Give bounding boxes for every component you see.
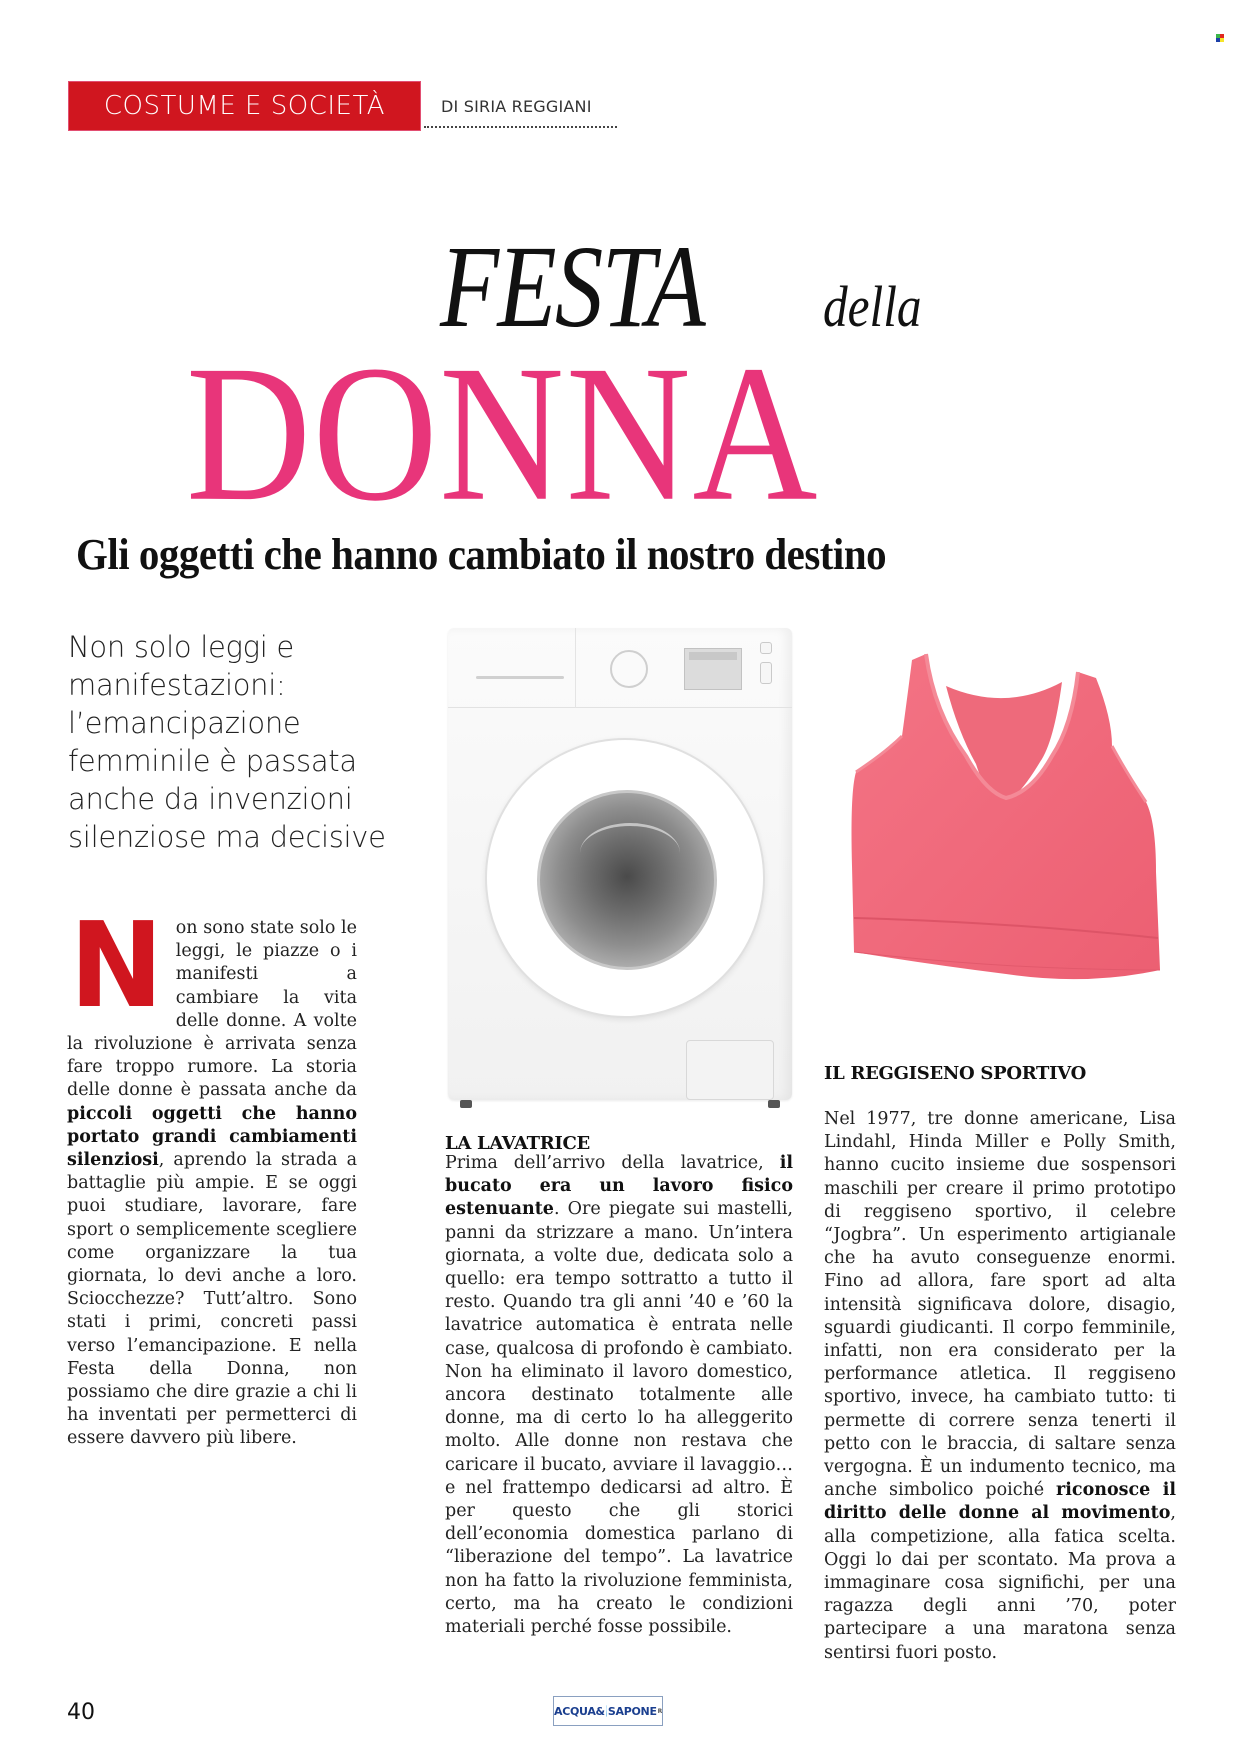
reggiseno-text-2: , alla competizione, alla fatica scelta. Oggi lo dai per scontato. Ma prova a immaginare cosa significhi, per una ragazza degli anni ’70, poter partecipare a una maratona senza sentirsi fuori posto. [824, 1503, 1176, 1663]
section-tag: COSTUME E SOCIETÀ [68, 81, 421, 131]
washing-machine-image [448, 628, 792, 1100]
intro-text-2: , aprendo la strada a battaglie più ampie. E se oggi puoi studiare, lavorare, fare sport o semplicemente scegliere come organizzare la tua giornata, lo devi anche a loro. Sciocchezze? Tutt’altro. Sono stati i primi, concreti passi verso l’emancipazione. E nella Festa della Donna, non possiamo che dire grazie a chi li ha inventati per permetterci di essere davvero più libere. [67, 1150, 357, 1449]
brand-text-left: ACQUA& [554, 1704, 605, 1718]
drawer-handle [476, 676, 564, 679]
sports-bra-image [826, 652, 1194, 988]
program-knob-icon [610, 650, 648, 688]
page-number: 40 [67, 1700, 95, 1725]
washer-door [485, 738, 765, 1018]
detergent-drawer [448, 628, 576, 708]
mark-yellow [1220, 38, 1224, 42]
intro-text-1: on sono state solo le leggi, le piazze o i manifesti a cambiare la vita delle donne. A volte la rivoluzione è arrivata senza fare troppo rumore. La storia delle donne è passata anche da [67, 918, 357, 1101]
acqua-sapone-logo [553, 1696, 663, 1726]
reggiseno-text-1: Nel 1977, tre donne americane, Lisa Lindahl, Hinda Miller e Polly Smith, hanno cucito insieme due sospensori maschili per creare il primo prototipo di reggiseno sportivo, il celebre “Jogbra”. Un esperimento artigianale che ha avuto conseguenze enormi. Fino ad allora, fare sport ad alta intensità significava dolore, disagio, sguardi giudicanti. Il corpo femminile, infatti, non era considerato per la performance atletica. Il reggiseno sportivo, invece, ha cambiato tutto: ti permette di correre senza tenerti il petto con le braccia, di saltare senza vergogna. È un indumento tecnico, ma anche simbolico poiché [824, 1109, 1176, 1501]
color-registration-mark [1216, 34, 1224, 42]
drop-cap: N [69, 896, 164, 1034]
subtitle: Gli oggetti che hanno cambiato il nostro destino [76, 530, 887, 579]
registered-mark: R [657, 1707, 662, 1715]
washer-drum-window [537, 790, 717, 970]
washer-foot-left [460, 1100, 472, 1108]
heading-lavatrice: LA LAVATRICE [445, 1133, 590, 1154]
lavatrice-text-2: . Ore piegate sui mastelli, panni da strizzare a mano. Un’intera giornata, a volte due, dedicata solo a quello: era tempo sottratto a tutto il resto. Quando tra gli anni ’40 e ’60 la lavatrice automatica è entrata nelle case, qualcosa di profondo è cambiato. Non ha eliminato il lavoro domestico, ancora destinato totalmente alle donne, ma di certo lo ha alleggerito molto. Alle donne non restava che caricare il bucato, avviare il lavaggio… e nel frattempo dedicarsi ad altro. È per questo che gli storici dell’economia domestica parlano di “liberazione del tempo”. La lavatrice non ha fatto la rivoluzione femminista, certo, ma ha creato le condizioni materiali perché fosse possibile. [445, 1199, 793, 1638]
lede-text: Non solo leggi e manifestazioni: l’emancipazione femminile è passata anche da invenzioni silenziose ma decisive [68, 630, 386, 854]
brand-text-right: SAPONE [607, 1704, 657, 1718]
intro-bold-text: piccoli oggetti che hanno portato grandi cambiamenti silenziosi [67, 1103, 357, 1171]
glass-reflection [580, 823, 680, 883]
lavatrice-bold-text: il bucato era un lavoro fisico estenuante [445, 1153, 793, 1220]
title-della: della [823, 274, 922, 339]
reggiseno-bold-text: riconosce il diritto delle donne al movimento [824, 1480, 1177, 1524]
filter-cover [686, 1040, 774, 1100]
heading-reggiseno: IL REGGISENO SPORTIVO [824, 1063, 1087, 1084]
bubbles-icon [606, 1705, 607, 1717]
title-festa: FESTA [440, 221, 705, 352]
washer-foot-right [768, 1100, 780, 1108]
washer-control-panel [448, 628, 792, 708]
lavatrice-column [445, 1152, 793, 1639]
reggiseno-column [824, 1108, 1176, 1665]
byline: DI SIRIA REGGIANI [441, 97, 592, 116]
washer-button-small [760, 642, 772, 654]
washer-display [684, 648, 742, 690]
title-donna: DONNA [186, 325, 820, 542]
intro-column [67, 896, 357, 1451]
washer-button-tall [760, 662, 772, 684]
dotted-divider [424, 126, 617, 128]
lavatrice-text-1: Prima dell’arrivo della lavatrice, [445, 1153, 780, 1173]
